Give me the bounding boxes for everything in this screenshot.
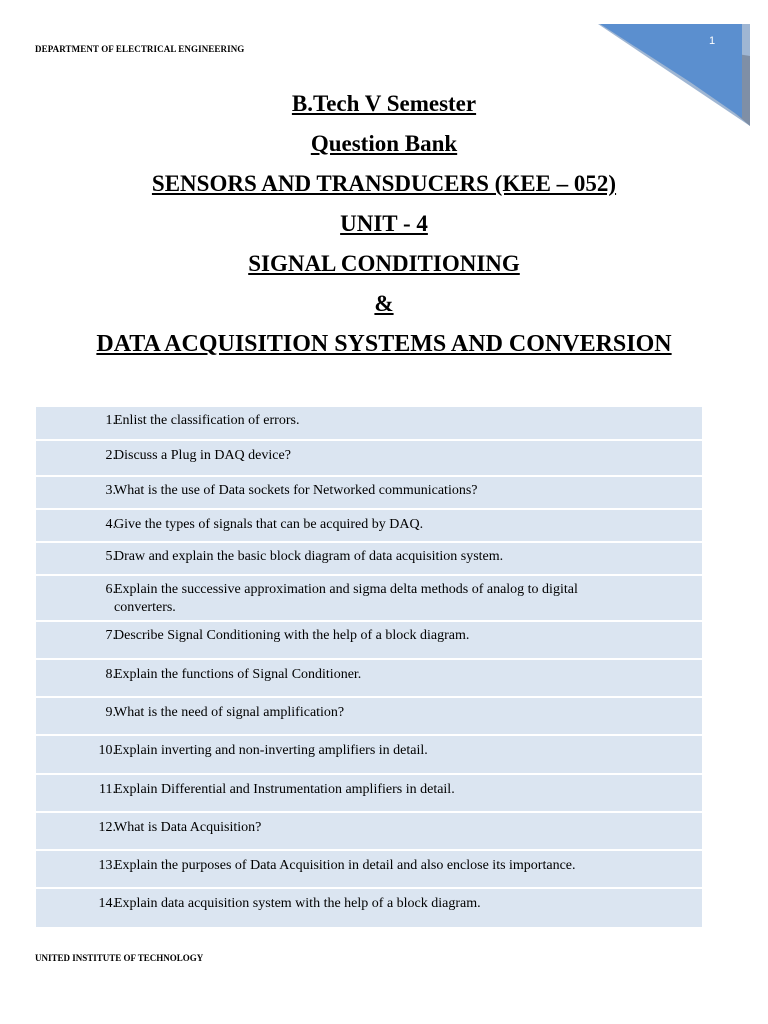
question-number: 11. <box>99 782 116 797</box>
question-text: Describe Signal Conditioning with the help of a block diagram. <box>114 628 470 643</box>
title-block <box>0 84 768 364</box>
department-header: DEPARTMENT OF ELECTRICAL ENGINEERING <box>35 44 245 54</box>
question-text: Explain the purposes of Data Acquisition in detail and also enclose its importance. <box>114 858 576 873</box>
question-text: Explain inverting and non-inverting amplifiers in detail. <box>114 743 428 758</box>
question-text: Enlist the classification of errors. <box>114 413 300 428</box>
table-row <box>36 851 702 889</box>
question-number: 6. <box>105 582 116 597</box>
table-row <box>36 813 702 851</box>
question-number: 7. <box>105 628 116 643</box>
question-number: 9. <box>105 705 116 720</box>
course-title: B.Tech V Semester <box>291 91 477 116</box>
question-text: Draw and explain the basic block diagram of data acquisition system. <box>114 549 504 564</box>
subject-title: SENSORS AND TRANSDUCERS (KEE – 052) <box>151 171 617 196</box>
table-row <box>36 543 702 576</box>
question-number: 12. <box>98 820 116 835</box>
question-number: 1. <box>105 413 116 428</box>
question-text: Discuss a Plug in DAQ device? <box>114 448 291 463</box>
question-text: Explain data acquisition system with the help of a block diagram. <box>114 896 481 911</box>
question-number: 14. <box>98 896 116 911</box>
question-text: Explain Differential and Instrumentation amplifiers in detail. <box>114 782 455 797</box>
table-row <box>36 510 702 543</box>
table-row <box>36 889 702 927</box>
question-number: 13. <box>98 858 116 873</box>
question-number: 3. <box>105 483 116 498</box>
table-row <box>36 407 702 441</box>
question-table <box>36 407 702 927</box>
table-row <box>36 736 702 775</box>
question-number: 4. <box>105 517 116 532</box>
question-text: What is the use of Data sockets for Networked communications? <box>114 483 478 498</box>
table-row <box>36 660 702 698</box>
unit-title: UNIT - 4 <box>340 211 428 236</box>
question-number: 10. <box>98 743 116 758</box>
table-row <box>36 698 702 736</box>
topic2-title: DATA ACQUISITION SYSTEMS AND CONVERSION <box>96 331 672 357</box>
ampersand: & <box>374 291 394 316</box>
table-row <box>36 775 702 813</box>
question-number: 2. <box>105 448 116 463</box>
question-text: Explain the functions of Signal Conditioner. <box>114 667 362 682</box>
page-number: 1 <box>709 35 716 47</box>
question-number: 5. <box>105 549 116 564</box>
institute-footer: UNITED INSTITUTE OF TECHNOLOGY <box>35 953 204 963</box>
doc-type-title: Question Bank <box>310 131 458 156</box>
question-text: What is Data Acquisition? <box>114 820 262 835</box>
question-text: Give the types of signals that can be acquired by DAQ. <box>114 517 424 532</box>
question-text: Explain the successive approximation and sigma delta methods of analog to digital converters. <box>114 582 578 615</box>
table-row <box>36 441 702 477</box>
question-number: 8. <box>105 667 116 682</box>
question-text: What is the need of signal amplification? <box>114 705 345 720</box>
topic1-title: SIGNAL CONDITIONING <box>248 251 520 276</box>
table-row <box>36 576 702 622</box>
table-row <box>36 477 702 510</box>
table-row <box>36 622 702 660</box>
